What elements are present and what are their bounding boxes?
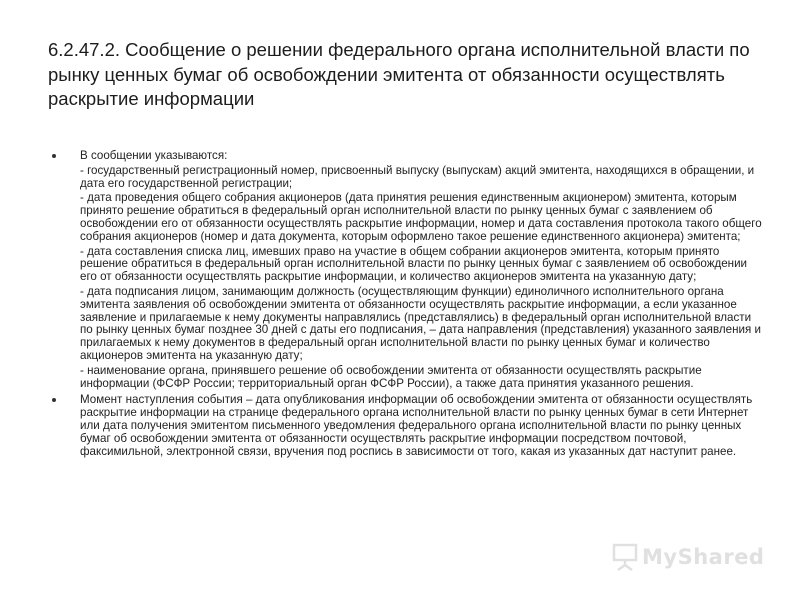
bullet-dot-icon — [52, 398, 56, 402]
watermark — [612, 540, 765, 574]
sub-item-meeting-date: - дата проведения общего собрания акционеров (дата принятия решения единственным акционером) эмитента, которым принято решение обратиться в федеральный орган исполнительной власти по рынку ценных бумаг с заявлением об освобождении его от обязанности осуществлять раскрытие информации, номер и дата составления протокола такого общего собрания акционеров (номер и дата документа, которым оформлено такое решение единственного акционера) эмитента; — [80, 191, 762, 243]
bullet-dot-icon — [52, 154, 56, 158]
bullet-lead-text: В сообщении указываются: — [80, 149, 228, 162]
slide-content — [52, 150, 764, 460]
bullet-lead-text: Момент наступления события – дата опубликования информации об освобождении эмитента от обязанности осуществлять раскрытие информации на странице федерального органа исполнительной власти по рынку ценных бумаг в сети Интернет или дата получения эмитентом письменного уведомления федерального органа исполнительной власти по рынку ценных бумаг об освобождении эмитента от обязанности осуществлять раскрытие информации посредством почтовой, факсимильной, электронной связи, вручения под роспись в зависимости от того, какая из указанных дат наступит ранее. — [80, 393, 753, 458]
bullet-list-item — [52, 150, 764, 390]
slide-title: 6.2.47.2. Сообщение о решении федерального органа исполнительной власти по рынку ценных бумаг об освобождении эмитента от обязанности осуществлять раскрытие информации — [48, 39, 750, 109]
sub-item-registration-number: - государственный регистрационный номер, присвоенный выпуску (выпускам) акций эмитента, находящихся в обращении, и дата его государственной регистрации; — [80, 163, 755, 190]
watermark-text: MyShared — [642, 545, 765, 569]
sub-item-shareholder-list-date: - дата составления списка лиц, имевших право на участие в общем собрании акционеров эмитента, которым принято решение обратиться в федеральный орган исполнительной власти по рынку ценных бумаг с заявлением об освобождении его от обязанности осуществлять раскрытие информации, и количество акционеров эмитента на указанную дату; — [80, 244, 748, 284]
sub-item-application-signing-date: - дата подписания лицом, занимающим должность (осуществляющим функции) единоличного исполнительного органа эмитента заявления об освобождении эмитента от обязанности осуществлять раскрытие информации, а если указанное заявление и прилагаемые к нему документы направлялись (представлялись) в федеральный орган исполнительной власти по рынку ценных бумаг позднее 30 дней с даты его подписания, – дата направления (представления) указанного заявления и прилагаемых к нему документов в федеральный орган исполнительной власти по рынку ценных бумаг и количество акционеров эмитента на указанную дату; — [80, 284, 761, 362]
sub-item-deciding-authority: - наименование органа, принявшего решение об освобождении эмитента от обязанности осуществлять раскрытие информации (ФСФР России; территориальный орган ФСФР России), а также дата принятия указанного решения. — [80, 363, 702, 390]
presentation-board-icon — [612, 543, 638, 571]
bullet-list-item — [52, 394, 764, 458]
